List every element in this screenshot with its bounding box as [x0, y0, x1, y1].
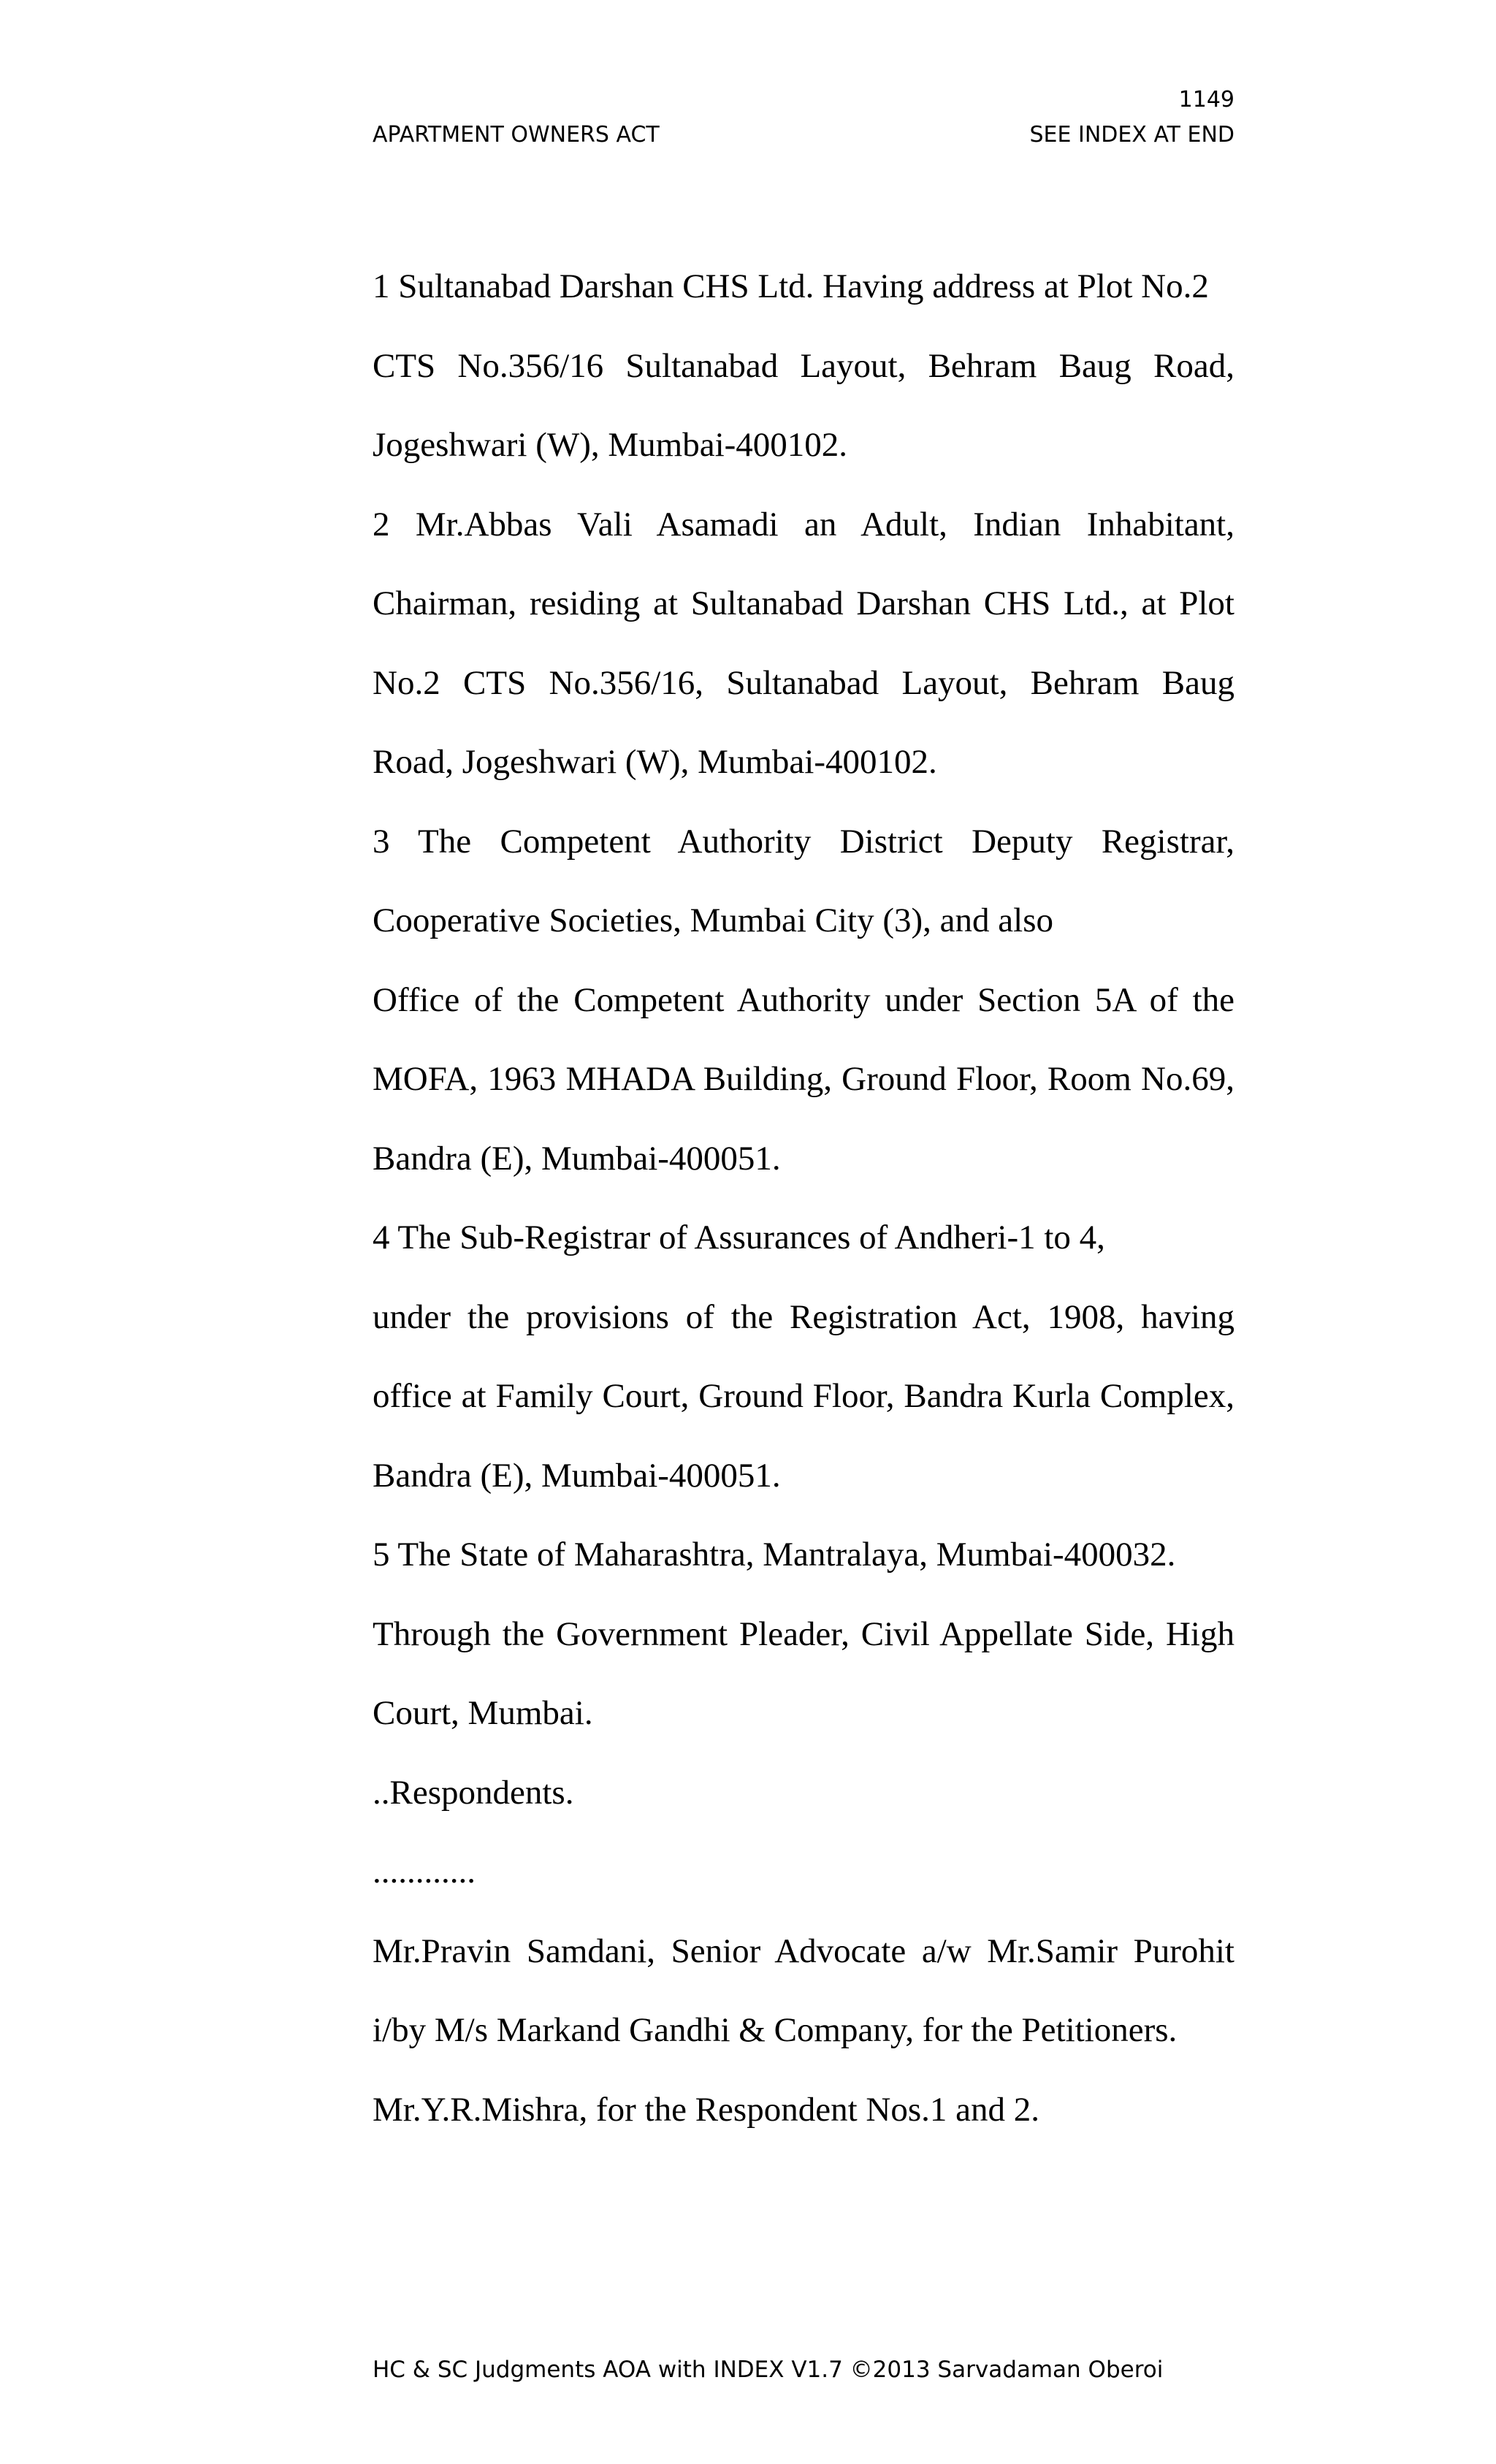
text-line: Court, Mumbai. — [373, 1694, 593, 1732]
text-line: 4 The Sub-Registrar of Assurances of Andheri-1 to 4, — [373, 1218, 1105, 1256]
running-header-index-note: SEE INDEX AT END — [1029, 122, 1234, 148]
text-line: under the provisions of the Registration Act, 1908, having — [373, 1297, 1234, 1336]
running-header-title: APARTMENT OWNERS ACT — [373, 122, 660, 148]
text-line: No.2 CTS No.356/16, Sultanabad Layout, Behram Baug — [373, 663, 1234, 702]
text-line: Bandra (E), Mumbai-400051. — [373, 1456, 781, 1495]
text-line: 5 The State of Maharashtra, Mantralaya, Mumbai-400032. — [373, 1536, 1176, 1574]
text-line: 1 Sultanabad Darshan CHS Ltd. Having address at Plot No.2 — [373, 267, 1209, 305]
text-line: MOFA, 1963 MHADA Building, Ground Floor, Room No.69, — [373, 1060, 1234, 1098]
page-number: 1149 — [1178, 87, 1234, 112]
text-line: Through the Government Pleader, Civil Appellate Side, High — [373, 1614, 1234, 1653]
text-line: CTS No.356/16 Sultanabad Layout, Behram Baug Road, — [373, 346, 1234, 385]
text-line: Cooperative Societies, Mumbai City (3), and also — [373, 901, 1053, 939]
text-line: Jogeshwari (W), Mumbai-400102. — [373, 426, 848, 464]
document-body — [373, 264, 1234, 2167]
page-footer: HC & SC Judgments AOA with INDEX V1.7 ©2013 Sarvadaman Oberoi — [373, 2357, 1164, 2383]
text-line: 2 Mr.Abbas Vali Asamadi an Adult, Indian Inhabitant, — [373, 505, 1234, 543]
text-line: Mr.Y.R.Mishra, for the Respondent Nos.1 and 2. — [373, 2090, 1039, 2129]
text-line: Office of the Competent Authority under Section 5A of the — [373, 980, 1234, 1019]
text-line: Mr.Pravin Samdani, Senior Advocate a/w Mr.Samir Purohit — [373, 1931, 1234, 1970]
text-line: i/by M/s Markand Gandhi & Company, for the Petitioners. — [373, 2011, 1178, 2049]
text-line: 3 The Competent Authority District Deputy Registrar, — [373, 822, 1234, 861]
text-line: ............ — [373, 1853, 476, 1891]
text-line: Road, Jogeshwari (W), Mumbai-400102. — [373, 743, 937, 781]
text-line: ..Respondents. — [373, 1773, 574, 1812]
text-line: office at Family Court, Ground Floor, Bandra Kurla Complex, — [373, 1377, 1234, 1415]
text-line: Chairman, residing at Sultanabad Darshan CHS Ltd., at Plot — [373, 584, 1234, 622]
text-line: Bandra (E), Mumbai-400051. — [373, 1139, 781, 1178]
